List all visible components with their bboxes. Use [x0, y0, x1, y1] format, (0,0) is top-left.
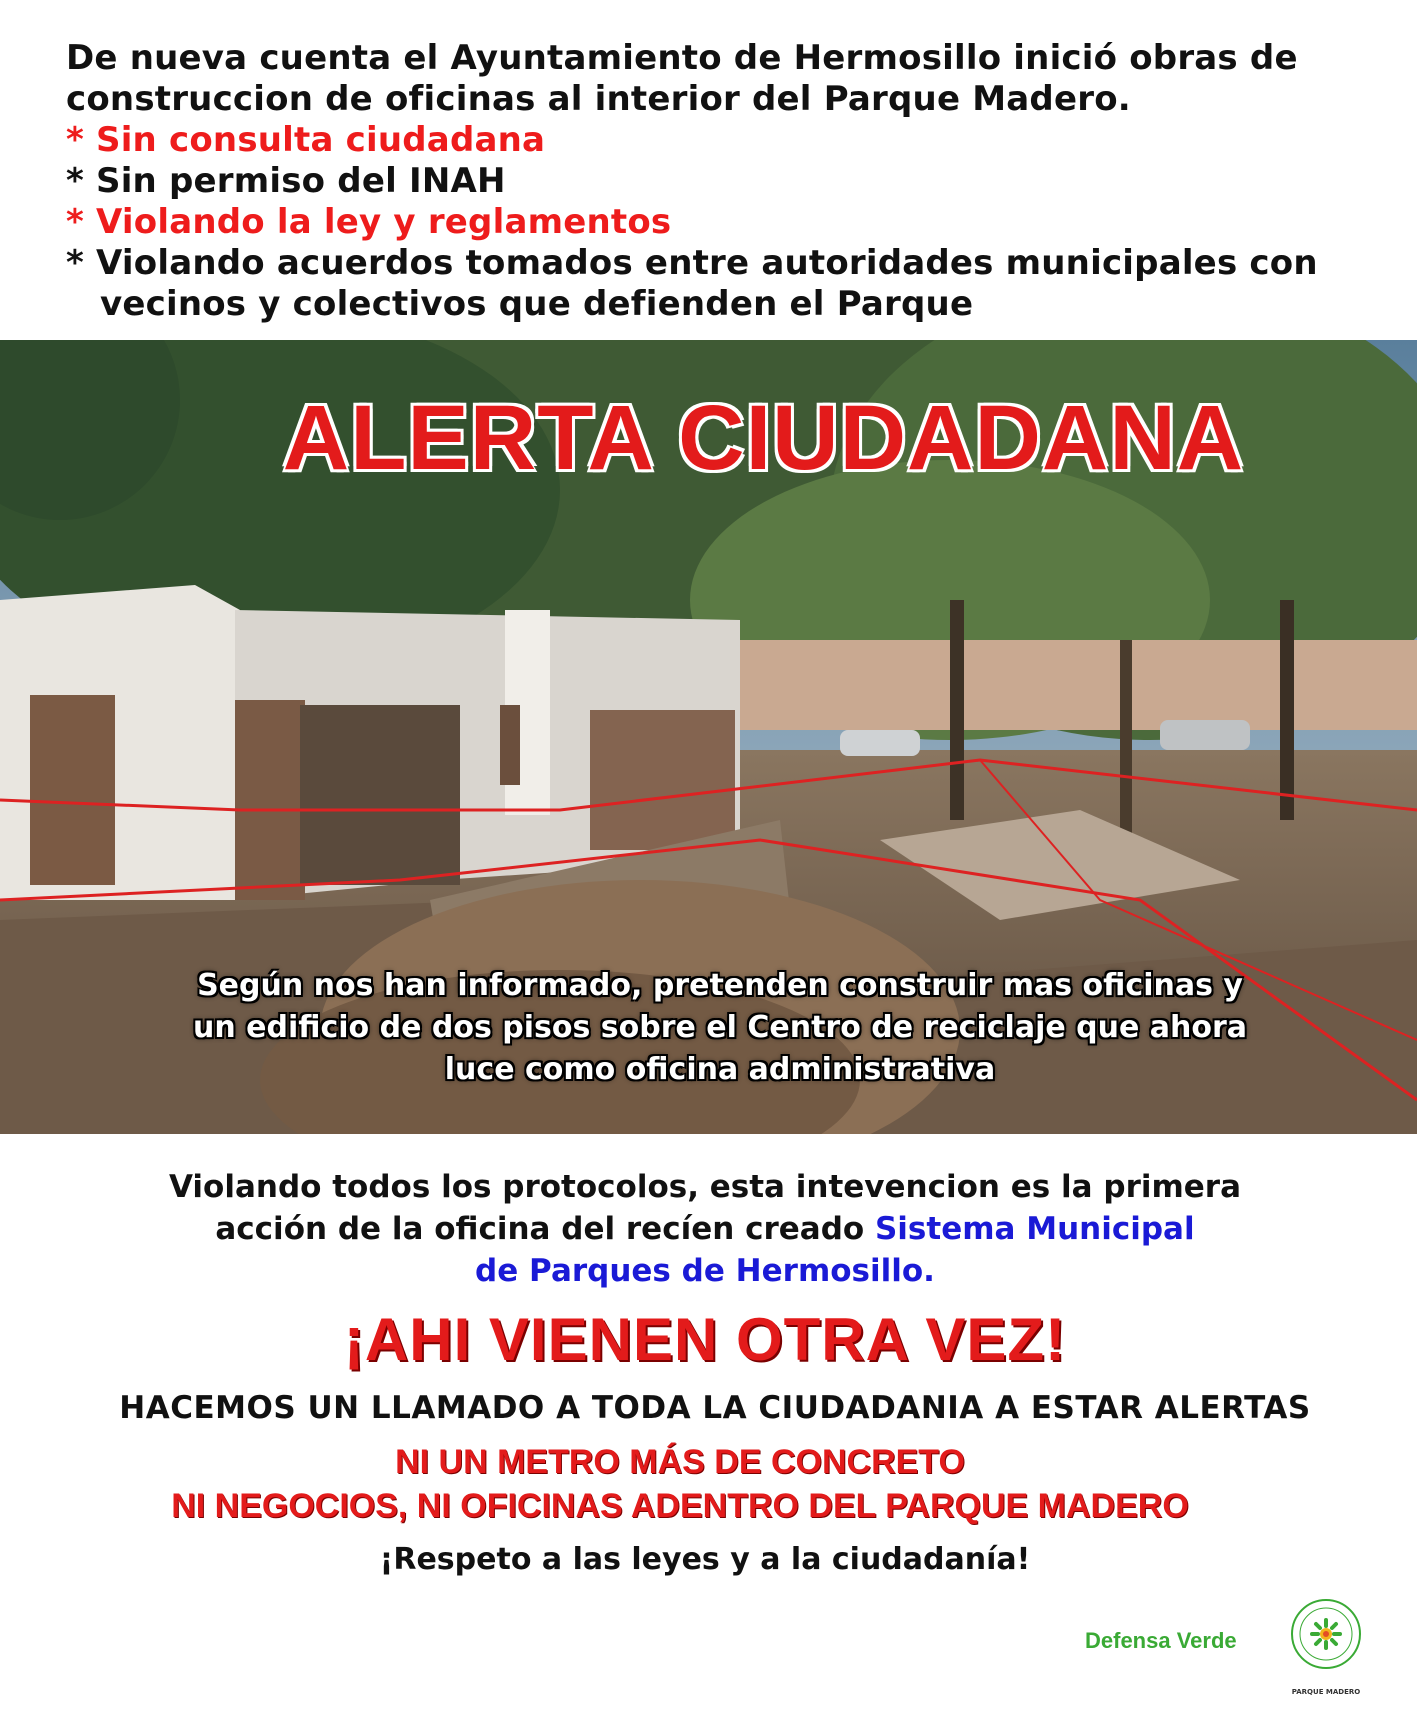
construction-photo — [0, 340, 1417, 1134]
protocol-line: Violando todos los protocolos, esta intevencion es la primera — [168, 1169, 1242, 1205]
sistema-municipal-name: Sistema Municipal — [874, 1211, 1195, 1247]
photo-caption — [100, 965, 1340, 1091]
protocol-text: acción de la oficina del recíen creado — [215, 1211, 875, 1247]
slogan-line: NI UN METRO MÁS DE CONCRETO — [395, 1443, 965, 1481]
intro-bullet: * Violando la ley y reglamentos — [66, 202, 672, 242]
sistema-municipal-name-continued: de Parques de Hermosillo. — [475, 1253, 935, 1289]
protocol-line — [60, 1208, 1350, 1250]
defensa-verde-logo-icon — [1287, 1596, 1365, 1696]
photo-caption-line: luce como oficina administrativa — [444, 1052, 996, 1087]
intro-bullet-continuation: vecinos y colectivos que defienden el Parque — [100, 284, 974, 324]
intro-bullet: * Sin consulta ciudadana — [66, 120, 546, 160]
headline: ¡AHI VIENEN OTRA VEZ! — [343, 1306, 1067, 1373]
alert-title: ALERTA CIUDADANA — [282, 387, 1245, 489]
photo-caption-line: Según nos han informado, pretenden construir mas oficinas y — [197, 968, 1243, 1003]
intro-text — [66, 38, 1396, 325]
photo-caption-line: un edificio de dos pisos sobre el Centro de reciclaje que ahora — [192, 1010, 1248, 1045]
slogans — [30, 1440, 1330, 1528]
intro-line: construccion de oficinas al interior del Parque Madero. — [66, 79, 1131, 119]
protocol-paragraph — [60, 1166, 1350, 1292]
respeto-text: ¡Respeto a las leyes y a la ciudadanía! — [379, 1542, 1031, 1577]
call-to-action: HACEMOS UN LLAMADO A TODA LA CIUDADANIA A ESTAR ALERTAS — [119, 1390, 1311, 1426]
slogan-line: NI NEGOCIOS, NI OFICINAS ADENTRO DEL PARQUE MADERO — [171, 1487, 1189, 1525]
org-name: Defensa Verde — [1085, 1628, 1237, 1653]
logo-caption: PARQUE MADERO — [1291, 1688, 1361, 1696]
intro-bullet: * Sin permiso del INAH — [66, 161, 506, 201]
intro-line: De nueva cuenta el Ayuntamiento de Hermosillo inició obras de — [66, 38, 1298, 78]
intro-bullet: * Violando acuerdos tomados entre autoridades municipales con — [66, 243, 1318, 283]
